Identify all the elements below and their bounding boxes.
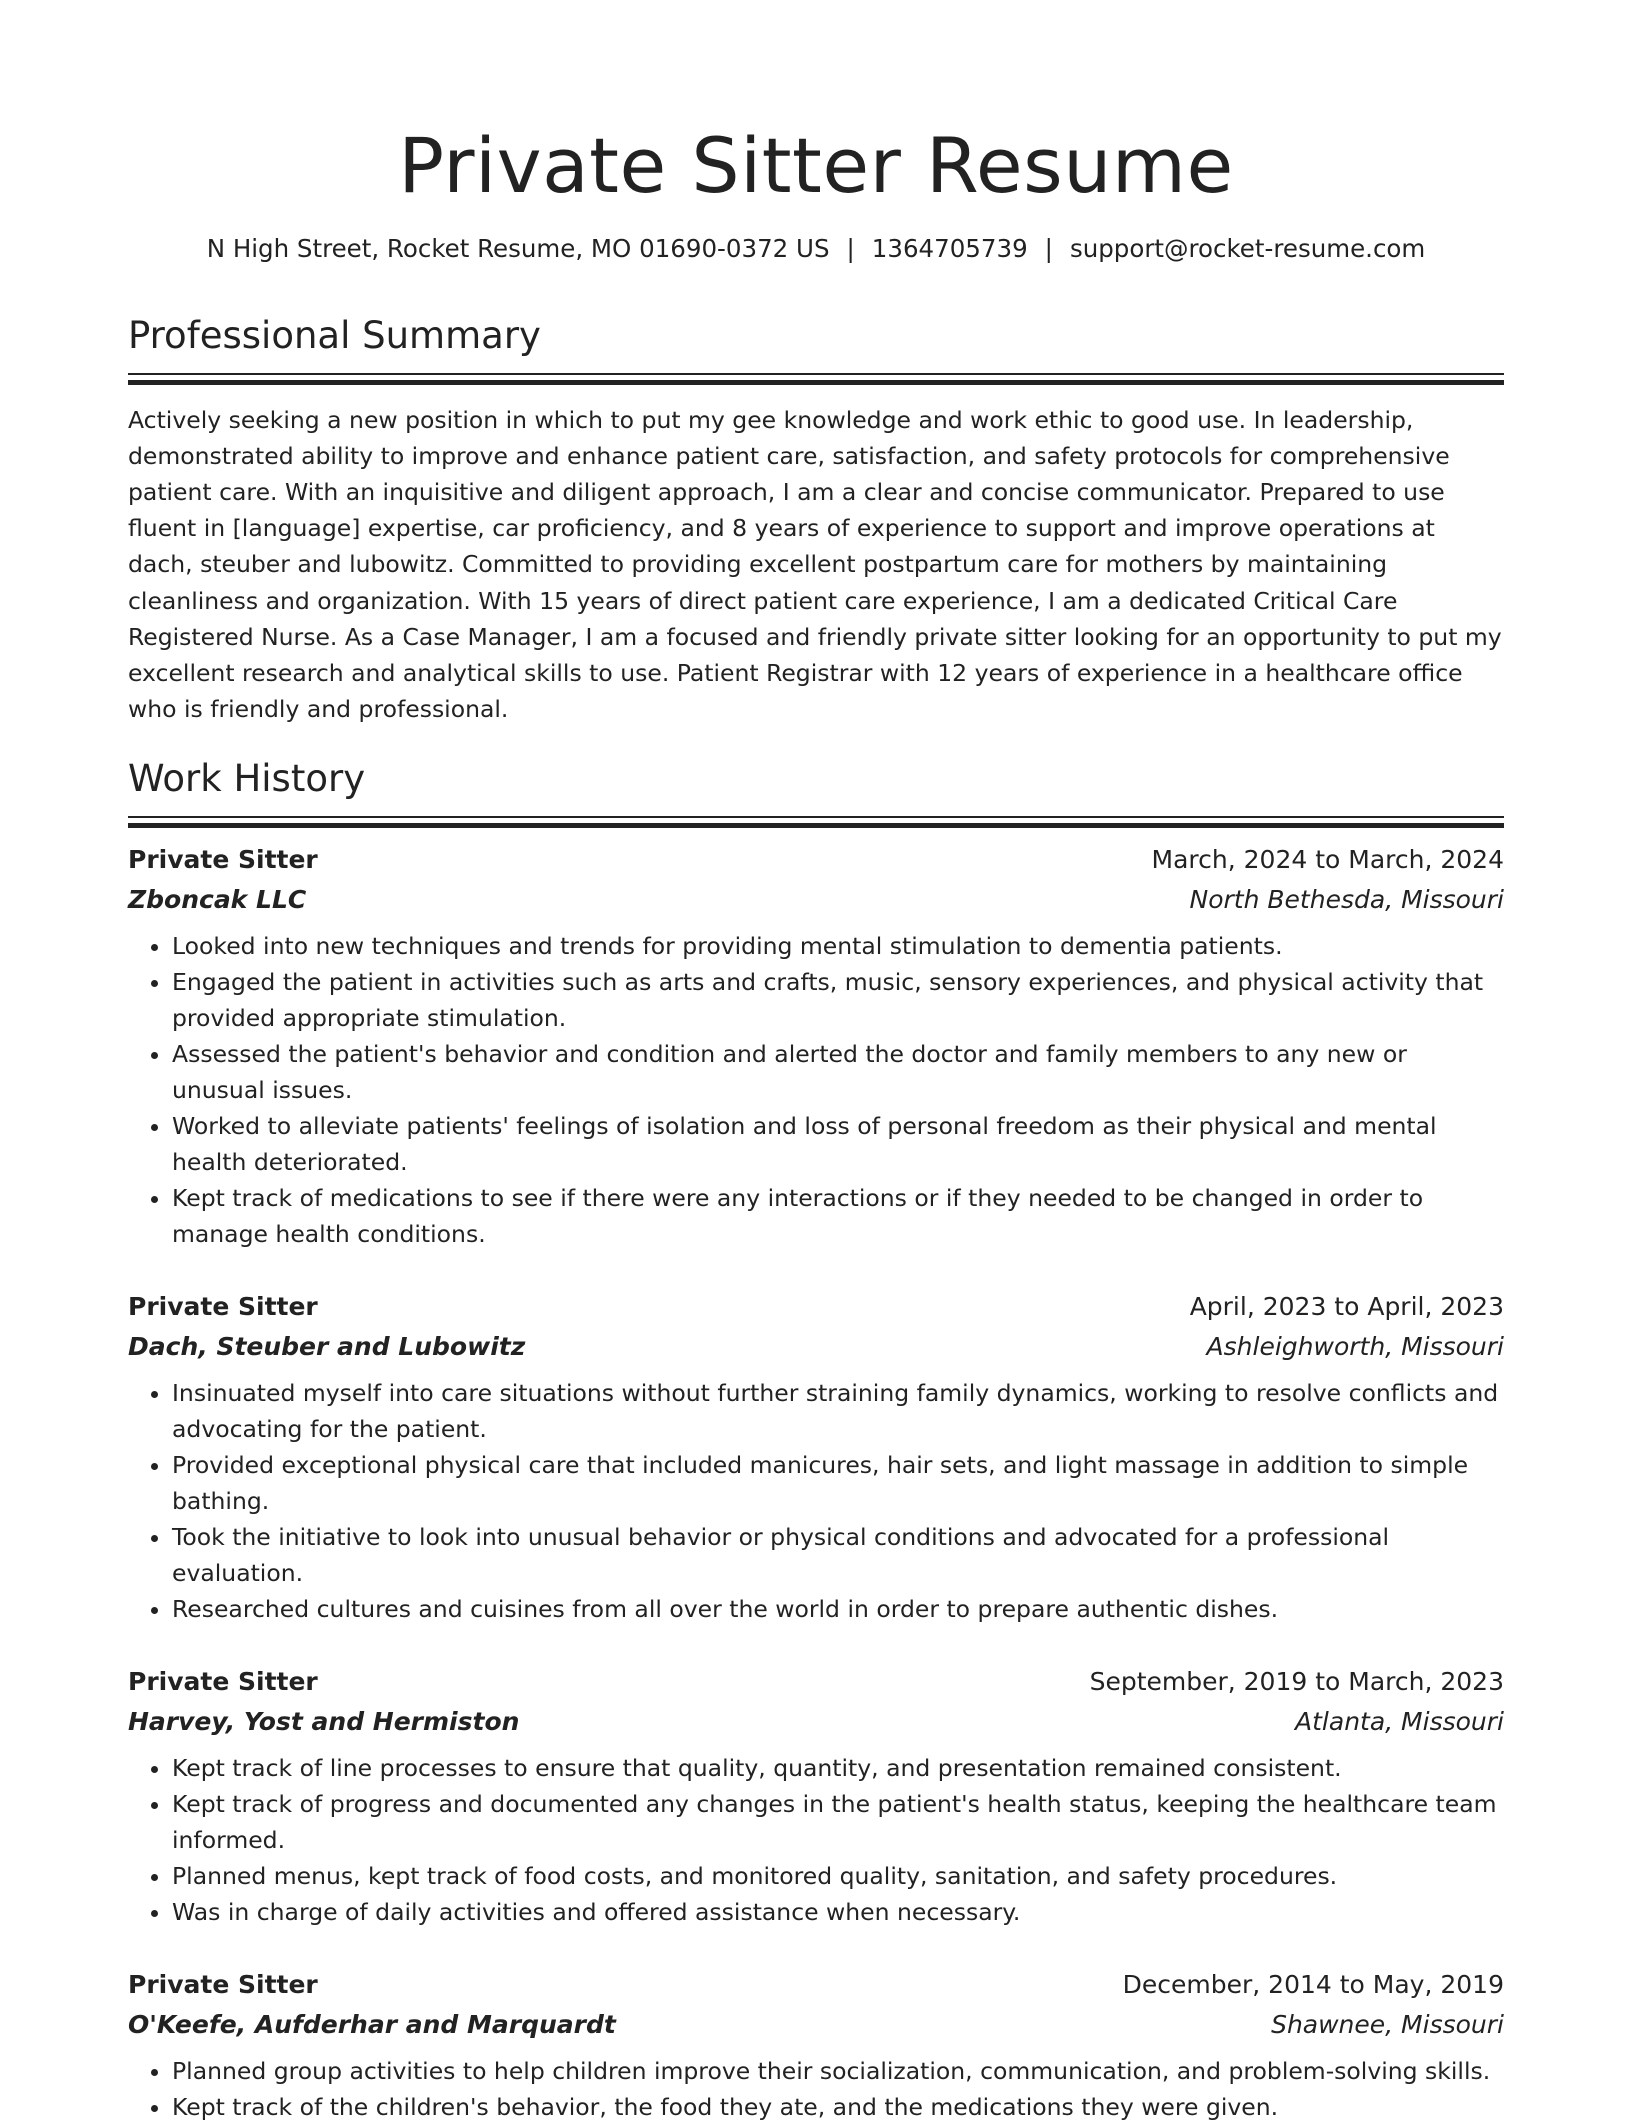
job-bullet: • Planned group activities to help children improve their socialization, communication, and problem-solving skills. [172,2053,1504,2089]
resume-page [128,118,1504,2125]
job-company: Dach, Steuber and Lubowitz [128,1332,526,1362]
job-title: Private Sitter [128,1292,318,1322]
resume-title: Private Sitter Resume [398,121,1234,210]
job-bullet: • Planned menus, kept track of food costs, and monitored quality, sanitation, and safety procedures. [172,1858,1504,1894]
job-title-row [128,1662,1504,1702]
section-divider [128,816,1504,818]
job-title: Private Sitter [128,845,318,875]
contact-separator: | [1044,234,1053,263]
job-entry [128,840,1504,1252]
contact-address: N High Street, Rocket Resume, MO 01690-0372 US [206,234,830,263]
job-bullet: • Kept track of progress and documented any changes in the patient's health status, keeping the healthcare team informed. [172,1786,1504,1858]
summary-heading: Professional Summary [128,313,541,357]
job-bullet: • Kept track of the children's behavior, the food they ate, and the medications they were given. [172,2089,1504,2125]
job-bullet: • Looked into new techniques and trends for providing mental stimulation to dementia patients. [172,928,1504,964]
job-company-row [128,880,1504,920]
contact-email: support@rocket-resume.com [1069,234,1426,263]
job-company-row [128,2005,1504,2045]
job-location: Atlanta, Missouri [1295,1707,1504,1737]
job-bullet-list [128,928,1504,1252]
contact-line [128,234,1504,263]
job-bullet-list [128,2053,1504,2125]
job-bullet: • Kept track of medications to see if there were any interactions or if they needed to be changed in order to manage health conditions. [172,1180,1504,1252]
job-title: Private Sitter [128,1667,318,1697]
job-company: Harvey, Yost and Hermiston [128,1707,520,1737]
contact-phone: 1364705739 [871,234,1028,263]
contact-separator: | [846,234,855,263]
job-entry [128,1287,1504,1627]
job-location: Ashleighworth, Missouri [1206,1332,1504,1362]
job-bullet: • Took the initiative to look into unusual behavior or physical conditions and advocated for a professional evaluation. [172,1519,1504,1591]
job-company: O'Keefe, Aufderhar and Marquardt [128,2010,616,2040]
work-history-heading: Work History [128,757,366,801]
job-title-row [128,1965,1504,2005]
job-entry [128,1965,1504,2125]
job-company-row [128,1327,1504,1367]
job-location: Shawnee, Missouri [1271,2010,1504,2040]
job-dates: March, 2024 to March, 2024 [1151,845,1504,875]
job-bullet: • Researched cultures and cuisines from all over the world in order to prepare authentic dishes. [172,1591,1504,1627]
job-bullet: • Was in charge of daily activities and offered assistance when necessary. [172,1894,1504,1930]
job-title-row [128,840,1504,880]
work-history-list [128,840,1504,2125]
job-dates: April, 2023 to April, 2023 [1189,1292,1504,1322]
summary-text: Actively seeking a new position in which to put my gee knowledge and work ethic to good use. In leadership, demonstrated ability to improve and enhance patient care, satisfaction, and safety protocols for comprehensive patient care. With an inquisitive and diligent approach, I am a clear and concise communicator. Prepared to use fluent in [language] expertise, car proficiency, and 8 years of experience to support and improve operations at dach, steuber and lubowitz. Committed to providing excellent postpartum care for mothers by maintaining cleanliness and organization. With 15 years of direct patient care experience, I am a dedicated Critical Care Registered Nurse. As a Case Manager, I am a focused and friendly private sitter looking for an opportunity to put my excellent research and analytical skills to use. Patient Registrar with 12 years of experience in a healthcare office who is friendly and professional. [128,405,1502,724]
job-bullet: • Kept track of line processes to ensure that quality, quantity, and presentation remained consistent. [172,1750,1504,1786]
job-title: Private Sitter [128,1970,318,2000]
job-company: Zboncak LLC [128,885,307,915]
job-dates: September, 2019 to March, 2023 [1089,1667,1504,1697]
job-bullet: • Provided exceptional physical care that included manicures, hair sets, and light massage in addition to simple bathing. [172,1447,1504,1519]
job-bullet-list [128,1750,1504,1930]
section-divider [128,373,1504,375]
job-dates: December, 2014 to May, 2019 [1122,1970,1504,2000]
job-title-row [128,1287,1504,1327]
job-bullet: • Assessed the patient's behavior and condition and alerted the doctor and family members to any new or unusual issues. [172,1036,1504,1108]
job-bullet-list [128,1375,1504,1627]
job-bullet: • Insinuated myself into care situations without further straining family dynamics, working to resolve conflicts and advocating for the patient. [172,1375,1504,1447]
job-bullet: • Worked to alleviate patients' feelings of isolation and loss of personal freedom as their physical and mental health deteriorated. [172,1108,1504,1180]
job-company-row [128,1702,1504,1742]
job-location: North Bethesda, Missouri [1189,885,1504,915]
job-entry [128,1662,1504,1930]
job-bullet: • Engaged the patient in activities such as arts and crafts, music, sensory experiences, and physical activity that provided appropriate stimulation. [172,964,1504,1036]
